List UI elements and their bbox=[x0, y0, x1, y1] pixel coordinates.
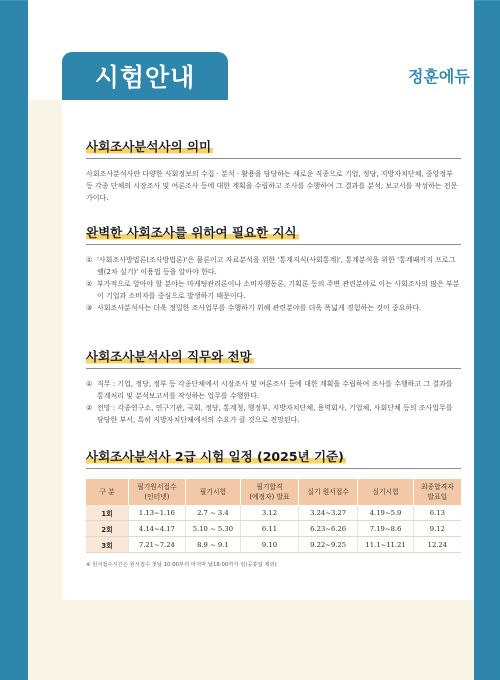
table-cell: 12.24 bbox=[413, 537, 461, 553]
page-title: 시험안내 bbox=[94, 63, 196, 92]
section-meaning bbox=[86, 136, 461, 204]
table-cell: 5.10 ~ 5.30 bbox=[185, 521, 240, 537]
schedule-heading-suffix: (2025년 기준) bbox=[257, 449, 344, 464]
table-cell: 3.12 bbox=[241, 505, 299, 521]
item-text: 전망 : 각종연구소, 연구기관, 국회, 정당, 통계청, 행정부, 지방자치단체, 용역회사, 기업체, 사회단체 등의 조사업무를 담당한 부서, 특히 지방자치단체에서의 수요가 클 것으로 전망된다. bbox=[97, 404, 453, 424]
table-cell: 1회 bbox=[86, 505, 129, 521]
table-cell: 2회 bbox=[86, 521, 129, 537]
item-number: ② bbox=[86, 280, 93, 288]
column-header: 실기시험 bbox=[358, 479, 413, 505]
item-text: 직무 : 기업, 정당, 정부 등 각종단체에서 시장조사 및 여론조사 등에 대한 계획을 수립하여 조사를 수행하고 그 결과를 통계처리 및 분석보고서를 작성하는 업무를 수행한다. bbox=[97, 380, 453, 400]
item-text: 부가적으로 알아야 할 분야는 마케팅관리론이나 소비자행동론, 기획론 등의 주변 관련분야로 이는 사회조사의 많은 부분이 기업과 소비자를 중심으로 발생하기 때문이다. bbox=[97, 280, 460, 300]
item-number: ② bbox=[86, 404, 93, 412]
brand-logo-text: 정훈에듀 bbox=[408, 67, 470, 86]
footnote: ※ 원서접수시간은 원서접수 첫날 10:00부터 마지막 날18:00까지 임(공휴일 제외) bbox=[86, 562, 277, 568]
content-card bbox=[62, 100, 474, 600]
column-header: 구 분 bbox=[86, 479, 129, 505]
table-cell: 3회 bbox=[86, 537, 129, 553]
section-body bbox=[86, 254, 461, 314]
item-text: '사회조사방법론(조사방법론)'은 물론이고 자료분석을 위한 '통계지식(사회통계)', 통계분석을 위한 '통계패키지 프로그램(2차 실기)' 이용법 등을 알아야 한다. bbox=[97, 256, 456, 276]
item-number: ③ bbox=[86, 304, 93, 312]
schedule-table bbox=[86, 479, 461, 553]
brand-logo bbox=[408, 64, 470, 87]
title-tab bbox=[62, 52, 228, 100]
column-header: 필기합격 (예정자) 발표 bbox=[241, 479, 299, 505]
document-page bbox=[28, 0, 474, 680]
list-item bbox=[86, 302, 461, 314]
item-number: ① bbox=[86, 256, 93, 264]
table-cell: 9.10 bbox=[241, 537, 299, 553]
section-divider bbox=[86, 158, 461, 159]
item-text: 사회조사분석사는 더욱 정밀한 조사업무를 수행하기 위해 관련분야를 더욱 폭넓게 경험하는 것이 중요하다. bbox=[97, 304, 422, 312]
table-row bbox=[86, 537, 461, 553]
table-cell: 2.7 ~ 3.4 bbox=[185, 505, 240, 521]
schedule-heading: 사회조사분석사 2급 시험 일정 bbox=[86, 449, 253, 464]
section-knowledge bbox=[86, 222, 461, 314]
section-heading: 사회조사분석사의 의미 bbox=[86, 139, 212, 154]
list-item bbox=[86, 278, 461, 302]
table-cell: 7.21~7.24 bbox=[129, 537, 186, 553]
table-cell: 6.13 bbox=[413, 505, 461, 521]
section-divider bbox=[86, 244, 461, 245]
table-row bbox=[86, 505, 461, 521]
section-divider bbox=[86, 468, 461, 469]
table-cell: 6.23~6.26 bbox=[298, 521, 357, 537]
column-header: 필기원서접수 (인터넷) bbox=[129, 479, 186, 505]
section-heading: 완벽한 사회조사를 위하여 필요한 지식 bbox=[86, 225, 297, 240]
section-heading bbox=[86, 447, 346, 465]
section-heading: 사회조사분석사의 직무와 전망 bbox=[86, 349, 252, 364]
table-cell: 7.19~8.6 bbox=[358, 521, 413, 537]
table-cell: 6.11 bbox=[241, 521, 299, 537]
section-schedule bbox=[86, 446, 461, 568]
paragraph: 사회조사분석사란 다양한 사회정보의 수집 · 분석 · 활용을 담당하는 새로운 직종으로 기업, 정당, 지방자치단체, 중앙정부 등 각종 단체의 시장조사 및 여론조사 등에 대한 계획을 수립하고 조사를 수행하여 그 결과를 분석, 보고서를 작성하는 전문가이다. bbox=[86, 170, 458, 202]
column-header: 최종합격자 발표일 bbox=[413, 479, 461, 505]
table-cell: 4.14~4.17 bbox=[129, 521, 186, 537]
section-body bbox=[86, 168, 461, 204]
table-header-row bbox=[86, 479, 461, 505]
list-item bbox=[86, 402, 461, 426]
column-header: 실기 원서접수 bbox=[298, 479, 357, 505]
page-header bbox=[28, 0, 474, 100]
section-body bbox=[86, 378, 461, 426]
section-divider bbox=[86, 368, 461, 369]
table-row bbox=[86, 521, 461, 537]
item-number: ① bbox=[86, 380, 93, 388]
table-cell: 8.9 ~ 9.1 bbox=[185, 537, 240, 553]
table-cell: 9.22~9.25 bbox=[298, 537, 357, 553]
section-duties bbox=[86, 346, 461, 426]
table-cell: 3.24~3.27 bbox=[298, 505, 357, 521]
list-item bbox=[86, 254, 461, 278]
list-item bbox=[86, 378, 461, 402]
column-header: 필기시험 bbox=[185, 479, 240, 505]
table-cell: 4.19~5.9 bbox=[358, 505, 413, 521]
table-cell: 9.12 bbox=[413, 521, 461, 537]
table-cell: 11.1~11.21 bbox=[358, 537, 413, 553]
table-cell: 1.13~1.16 bbox=[129, 505, 186, 521]
